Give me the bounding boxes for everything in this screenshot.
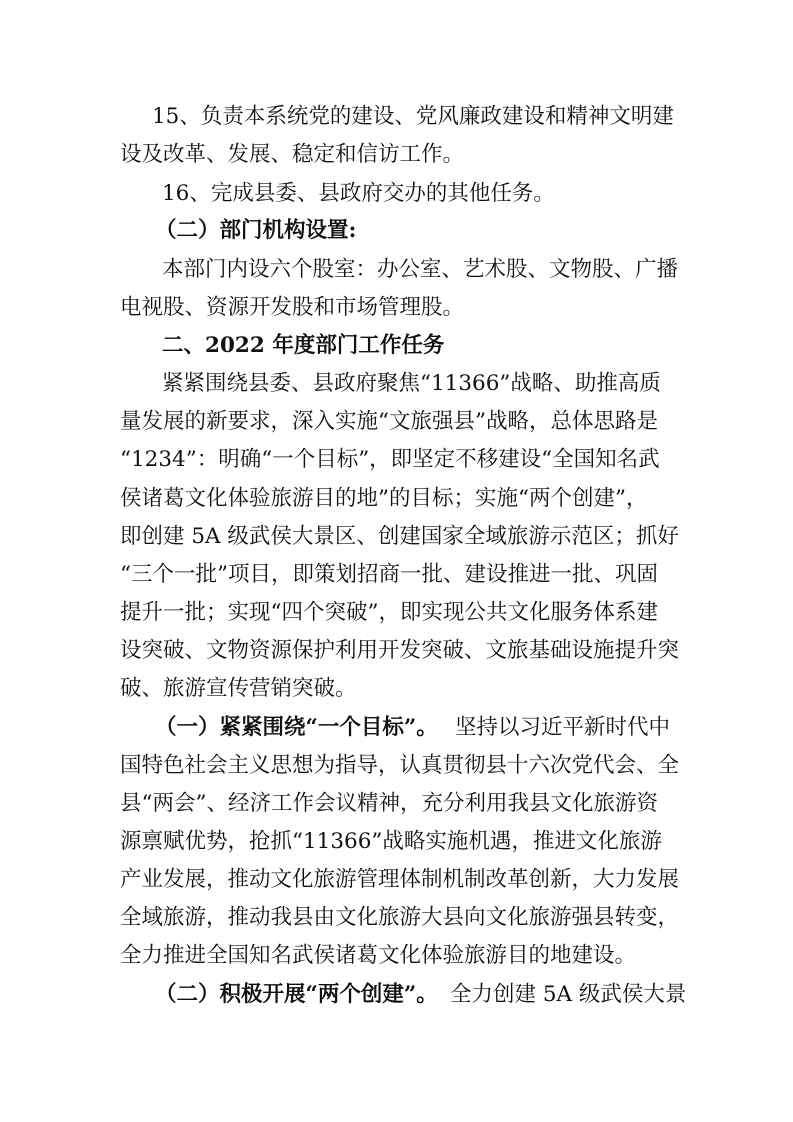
text-line: [0, 593, 793, 633]
text-line: [0, 250, 793, 290]
text-line: [0, 364, 793, 404]
text-line: [0, 440, 793, 480]
text-line: [0, 898, 793, 938]
text-segment: 即创建 5A 级武侯大景区、创建国家全域旅游示范区；抓好: [120, 524, 679, 549]
text-line: [0, 517, 793, 557]
text-segment: 提升一批；实现“四个突破”，即实现公共文化服务体系建: [120, 600, 658, 625]
section-heading: [0, 211, 793, 251]
text-segment: 16、完成县委、县政府交办的其他任务。: [162, 181, 555, 206]
text-segment: （二）积极开展“两个创建”。: [155, 982, 438, 1007]
section-heading: [0, 326, 793, 366]
text-segment: 设突破、文物资源保护利用开发突破、文旅基础设施提升突: [120, 638, 680, 663]
text-line: [0, 631, 793, 671]
text-segment: 紧紧围绕县委、县政府聚焦“11366”战略、助推高质: [162, 371, 661, 396]
text-line: [0, 708, 793, 748]
text-segment: 全域旅游，推动我县由文化旅游大县向文化旅游强县转变，: [120, 905, 680, 930]
text-segment: 全力推进全国知名武侯诸葛文化体验旅游目的地建设。: [120, 943, 637, 968]
text-line: [0, 174, 793, 214]
text-line: [0, 822, 793, 862]
text-line: [0, 402, 793, 442]
text-segment: 源禀赋优势，抢抓“11366”战略实施机遇，推进文化旅游: [120, 829, 662, 854]
text-line: [0, 135, 793, 175]
text-line: [0, 555, 793, 595]
text-segment: “三个一批”项目，即策划招商一批、建设推进一批、巩固: [120, 562, 658, 587]
text-segment: 本部门内设六个股室：办公室、艺术股、文物股、广播: [162, 257, 679, 282]
text-line: [0, 746, 793, 786]
text-line: [0, 936, 793, 976]
text-segment: “1234”：明确“一个目标”，即坚定不移建设“全国知名武: [120, 447, 660, 472]
text-segment: （二）部门机构设置:: [155, 218, 357, 243]
text-segment: 全力创建 5A 级武侯大景: [450, 982, 687, 1007]
text-segment: 产业发展，推动文化旅游管理体制机制改革创新，大力发展: [120, 867, 680, 892]
text-segment: （一）紧紧围绕“一个目标”。: [155, 715, 438, 740]
text-line: [0, 669, 793, 709]
text-segment: 国特色社会主义思想为指导，认真贯彻县十六次党代会、全: [120, 753, 680, 778]
text-segment: 15、负责本系统党的建设、党风廉政建设和精神文明建: [152, 104, 674, 129]
text-line: [0, 97, 793, 137]
text-segment: 电视股、资源开发股和市场管理股。: [120, 295, 465, 320]
text-segment: 坚持以习近平新时代中: [455, 715, 671, 740]
text-segment: 侯诸葛文化体验旅游目的地”的目标；实施“两个创建”，: [120, 486, 648, 511]
text-segment: 量发展的新要求，深入实施“文旅强县”战略，总体思路是: [120, 409, 658, 434]
text-segment: 二、2022 年度部门工作任务: [162, 333, 445, 358]
text-segment: 破、旅游宣传营销突破。: [120, 676, 357, 701]
text-segment: 设及改革、发展、稳定和信访工作。: [120, 142, 465, 167]
text-line: [0, 860, 793, 900]
text-line: [0, 479, 793, 519]
text-line: [0, 975, 793, 1015]
text-line: [0, 784, 793, 824]
text-line: [0, 288, 793, 328]
text-segment: 县“两会”、经济工作会议精神，充分利用我县文化旅游资: [120, 791, 658, 816]
